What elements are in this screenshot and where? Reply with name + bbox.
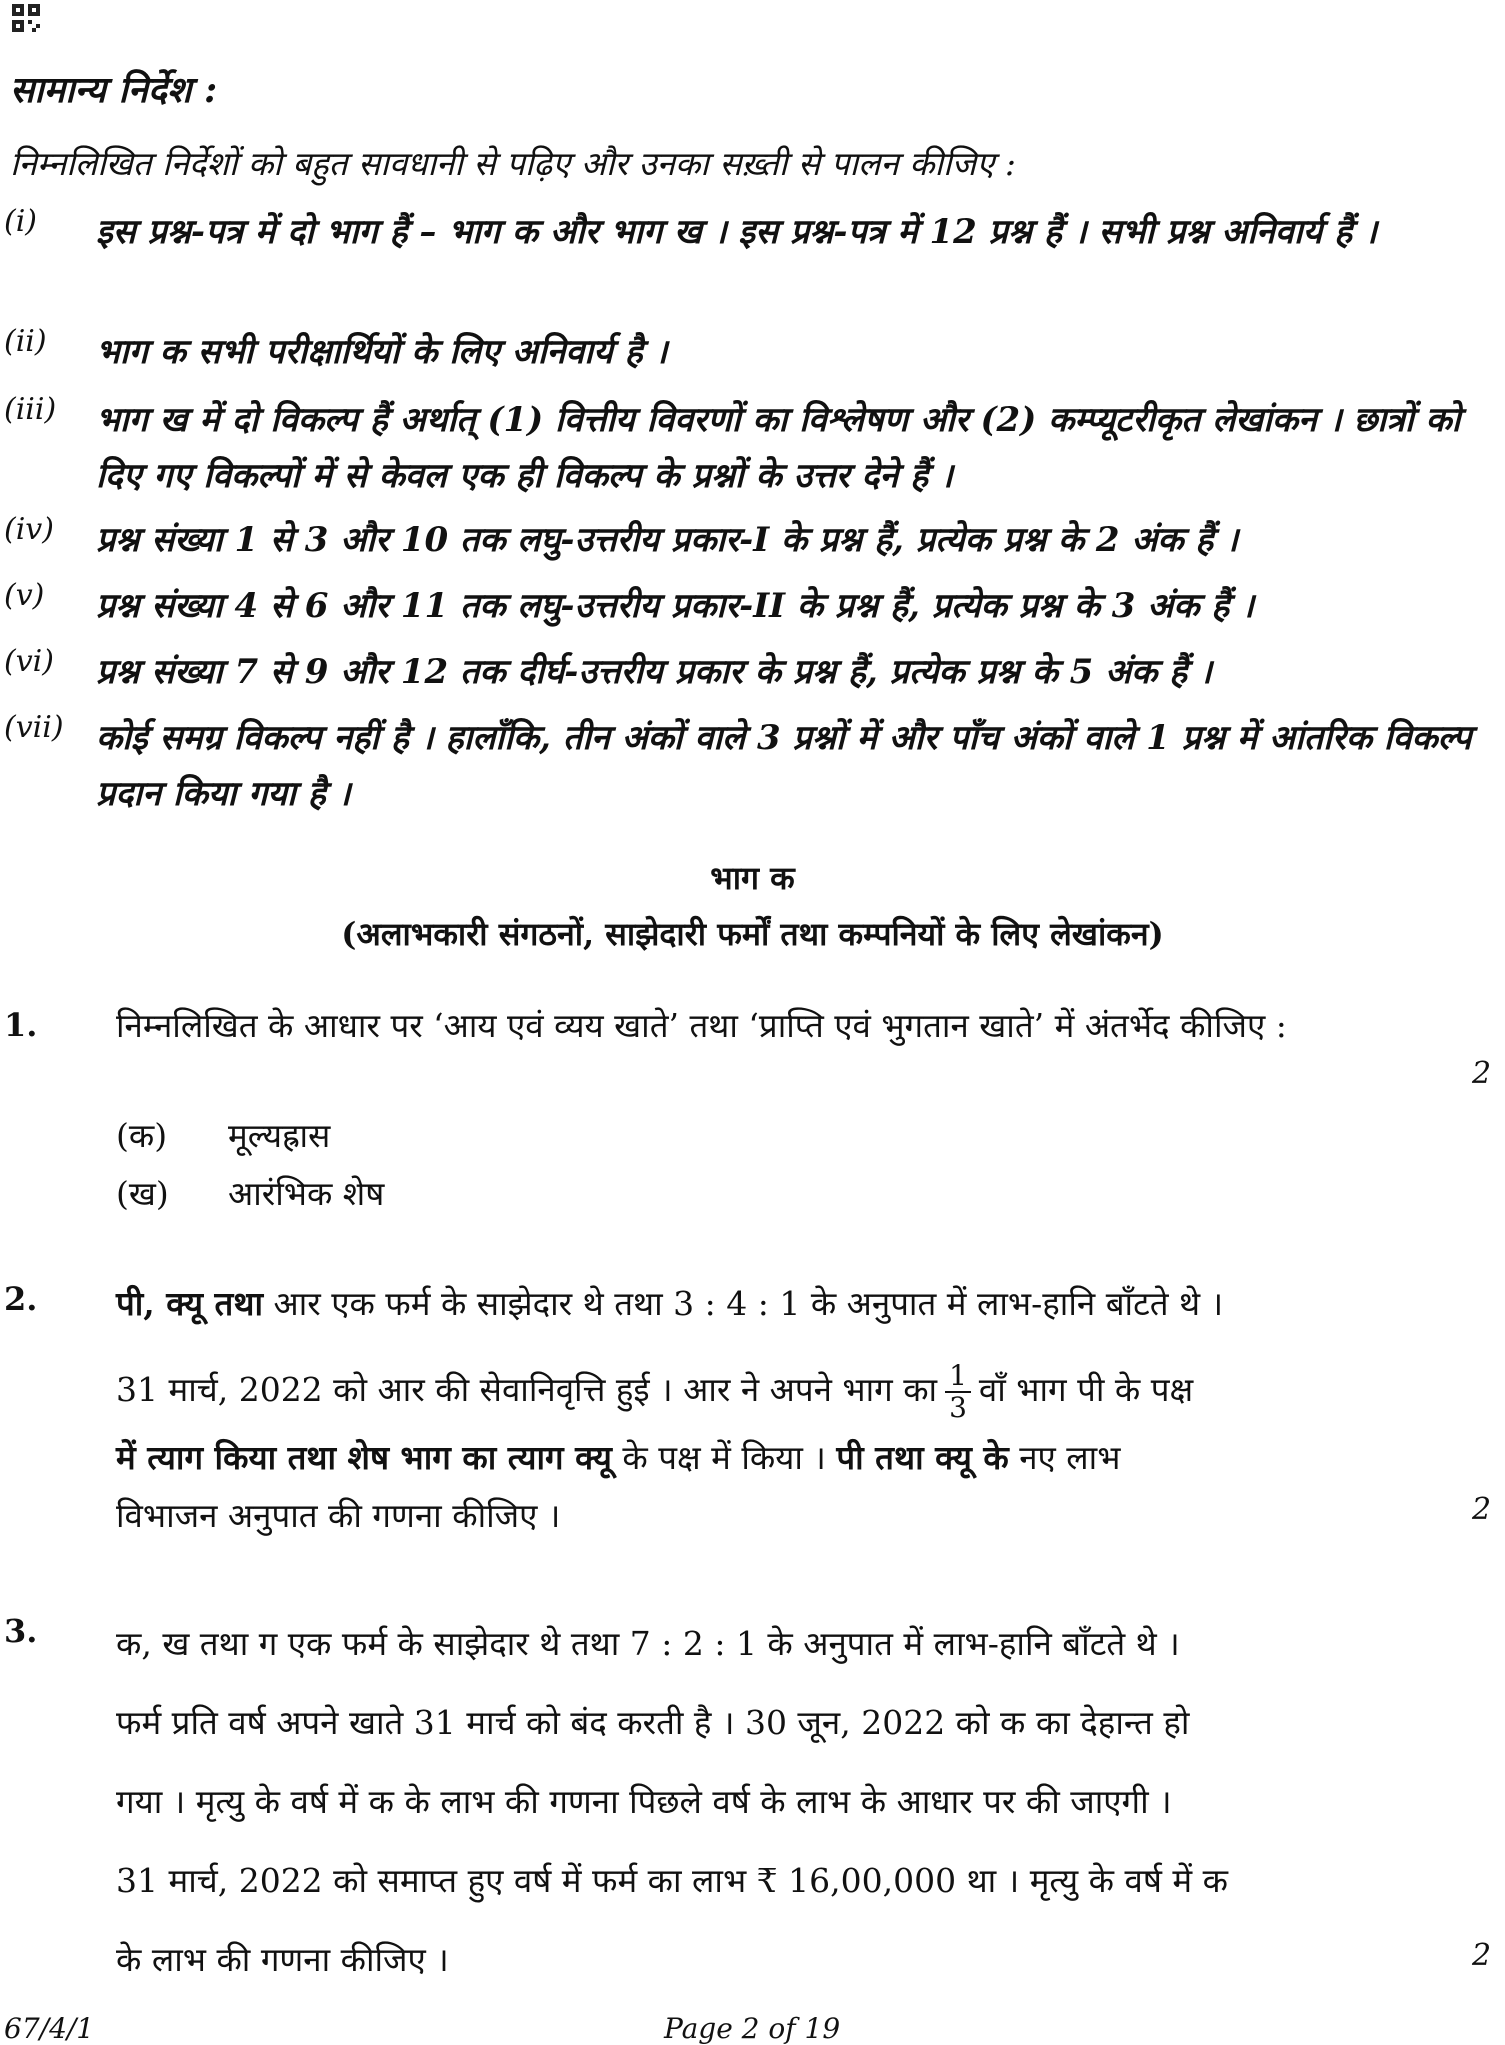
bold-text: में त्याग किया तथा शेष भाग का त्याग क्यू xyxy=(116,1438,612,1477)
question-line: 31 मार्च, 2022 को समाप्त हुए वर्ष में फर्म का लाभ ₹ 16,00,000 था । मृत्यु के वर्ष में क xyxy=(116,1861,1228,1900)
instruction-number: (vii) xyxy=(4,710,64,745)
question-line: क, ख तथा ग एक फर्म के साझेदार थे तथा 7 : 2 : 1 के अनुपात में लाभ-हानि बाँटते थे । xyxy=(116,1624,1180,1663)
page-number: Page 2 of 19 xyxy=(664,2012,841,2045)
instruction-text: इस प्रश्न-पत्र में दो भाग हैं – भाग क और भाग ख । इस प्रश्न-पत्र में 12 प्रश्न हैं । सभी प्रश्न अनिवार्य हैं । xyxy=(96,212,1377,252)
question-line: गया । मृत्यु के वर्ष में क के लाभ की गणना पिछले वर्ष के लाभ के आधार पर की जाएगी । xyxy=(116,1782,1172,1821)
instruction-number: (i) xyxy=(4,204,38,239)
bold-text: पी तथा क्यू के xyxy=(836,1438,1009,1477)
qr-code-icon xyxy=(12,4,40,32)
instruction-text: भाग ख में दो विकल्प हैं अर्थात् (1) वित्तीय विवरणों का विश्लेषण और (2) कम्प्यूटरीकृत लेखांकन । छात्रों को दिए गए विकल्पों में से केवल एक ही विकल्प के प्रश्नों के उत्तर देने हैं । xyxy=(96,400,1461,496)
question-marks: 2 xyxy=(1472,1492,1492,1527)
sub-question-label: (क) xyxy=(116,1116,168,1155)
text-run: वाँ भाग पी के पक्ष xyxy=(978,1370,1194,1409)
instruction-number: (vi) xyxy=(4,644,54,679)
question-line: फर्म प्रति वर्ष अपने खाते 31 मार्च को बंद करती है । 30 जून, 2022 को क का देहान्त हो xyxy=(116,1703,1190,1742)
instruction-number: (ii) xyxy=(4,324,47,359)
question-number: 1. xyxy=(4,1006,38,1044)
question-line xyxy=(116,1428,1412,1488)
fraction-numerator: 1 xyxy=(945,1361,971,1393)
section-subtitle: (अलाभकारी संगठनों, साझेदारी फर्मों तथा कम्पनियों के लिए लेखांकन) xyxy=(341,915,1164,953)
instructions-intro: निम्नलिखित निर्देशों को बहुत सावधानी से पढ़िए और उनका सख़्ती से पालन कीजिए : xyxy=(10,144,1016,183)
sub-question xyxy=(116,1112,330,1157)
question-line xyxy=(116,1276,1412,1352)
question-number: 2. xyxy=(4,1280,38,1318)
question-text xyxy=(116,1604,1412,1999)
text-run: के पक्ष में किया । xyxy=(611,1438,837,1477)
question-line: विभाजन अनुपात की गणना कीजिए । xyxy=(116,1496,561,1535)
question-line: के लाभ की गणना कीजिए । xyxy=(116,1940,449,1979)
section-title: भाग क xyxy=(710,859,795,897)
instruction-text: प्रश्न संख्या 7 से 9 और 12 तक दीर्घ-उत्तरीय प्रकार के प्रश्न हैं, प्रत्येक प्रश्न के 5 अंक हैं । xyxy=(96,652,1212,692)
instruction-number: (v) xyxy=(4,578,45,613)
text-run: 31 मार्च, 2022 को आर की सेवानिवृत्ति हुई । आर ने अपने भाग का xyxy=(116,1370,938,1409)
text-run: आर एक फर्म के साझेदार थे तथा 3 : 4 : 1 के अनुपात में लाभ-हानि बाँटते थे । xyxy=(263,1284,1224,1323)
instruction-text: प्रश्न संख्या 4 से 6 और 11 तक लघु-उत्तरीय प्रकार-II के प्रश्न हैं, प्रत्येक प्रश्न के 3 अंक हैं । xyxy=(96,586,1254,626)
question-text: निम्नलिखित के आधार पर ‘आय एवं व्यय खाते’ तथा ‘प्राप्ति एवं भुगतान खाते’ में अंतर्भेद कीजिए : xyxy=(116,1006,1287,1045)
sub-question-text: मूल्यह्रास xyxy=(228,1116,331,1155)
question-marks: 2 xyxy=(1472,1056,1492,1091)
general-instructions-heading: सामान्य निर्देश : xyxy=(10,69,218,111)
instruction-text: कोई समग्र विकल्प नहीं है । हालाँकि, तीन अंकों वाले 3 प्रश्नों में और पाँच अंकों वाले 1 प्रश्न में आंतरिक विकल्प प्रदान किया गया है । xyxy=(96,718,1472,814)
sub-question-label: (ख) xyxy=(116,1174,169,1213)
paper-code: 67/4/1 xyxy=(4,2012,95,2045)
instruction-number: (iv) xyxy=(4,512,54,547)
question-text xyxy=(116,1276,1412,1544)
text-run: नए लाभ xyxy=(1008,1438,1121,1477)
sub-question xyxy=(116,1170,384,1215)
question-marks: 2 xyxy=(1472,1938,1492,1973)
instruction-text: भाग क सभी परीक्षार्थियों के लिए अनिवार्य है । xyxy=(96,332,668,372)
fraction-denominator: 3 xyxy=(949,1391,967,1424)
instruction-number: (iii) xyxy=(4,392,57,427)
bold-text: पी, क्यू तथा xyxy=(116,1284,263,1323)
question-line xyxy=(116,1352,1412,1428)
question-number: 3. xyxy=(4,1612,38,1650)
sub-question-text: आरंभिक शेष xyxy=(228,1174,385,1213)
fraction xyxy=(945,1361,971,1423)
instruction-text: प्रश्न संख्या 1 से 3 और 10 तक लघु-उत्तरीय प्रकार-I के प्रश्न हैं, प्रत्येक प्रश्न के 2 अंक हैं । xyxy=(96,520,1239,560)
